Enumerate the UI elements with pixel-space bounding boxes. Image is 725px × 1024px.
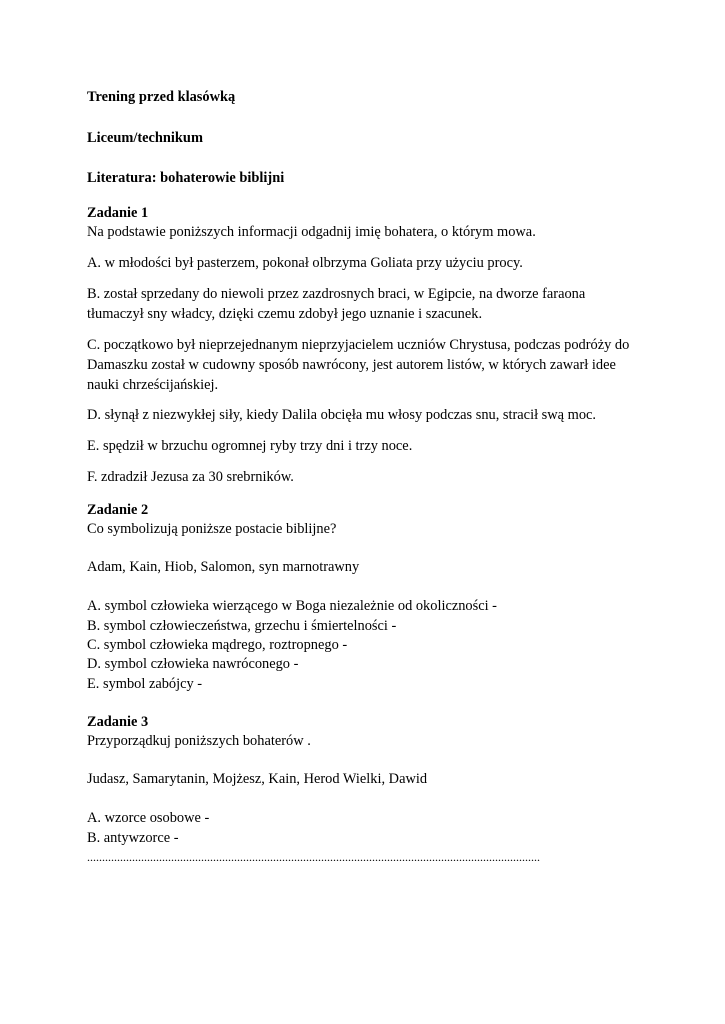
task-1-item-c-line-1: C. początkowo był nieprzejednanym nieprzyjacielem uczniów Chrystusa, podczas podróży do — [87, 337, 630, 353]
task-1-item-c-line-3: nauki chrześcijańskiej. — [87, 377, 219, 393]
document-subject: Literatura: bohaterowie biblijni — [87, 170, 285, 186]
task-2-heading: Zadanie 2 — [87, 502, 149, 518]
task-1-item-c-line-2: Damaszku został w cudowny sposób nawrócony, jest autorem listów, w których zawarł idee — [87, 357, 616, 373]
task-2-item-a: A. symbol człowieka wierzącego w Boga niezależnie od okoliczności - — [87, 598, 497, 614]
task-1-item-b-line-2: tłumaczył sny władcy, dzięki czemu zdobył jego uznanie i szacunek. — [87, 306, 483, 322]
task-3-instruction: Przyporządkuj poniższych bohaterów . — [87, 733, 311, 749]
task-2-item-d: D. symbol człowieka nawróconego - — [87, 656, 299, 672]
task-1-item-d: D. słynął z niezwykłej siły, kiedy Dalila obcięła mu włosy podczas snu, stracił swą moc. — [87, 407, 597, 423]
task-2-instruction: Co symbolizują poniższe postacie biblijne? — [87, 521, 337, 537]
task-1-item-b-line-1: B. został sprzedany do niewoli przez zazdrosnych braci, w Egipcie, na dworze faraona — [87, 286, 586, 302]
task-1-item-a: A. w młodości był pasterzem, pokonał olbrzyma Goliata przy użyciu procy. — [87, 255, 523, 271]
task-1-instruction: Na podstawie poniższych informacji odgadnij imię bohatera, o którym mowa. — [87, 224, 536, 240]
task-1-heading: Zadanie 1 — [87, 205, 149, 221]
task-3-heading: Zadanie 3 — [87, 714, 149, 730]
task-1-item-e: E. spędził w brzuchu ogromnej ryby trzy dni i trzy noce. — [87, 438, 413, 454]
task-1-item-f: F. zdradził Jezusa za 30 srebrników. — [87, 469, 294, 485]
answer-dotted-line: ....................................................................................................................................................... — [87, 850, 540, 864]
task-2-names: Adam, Kain, Hiob, Salomon, syn marnotrawny — [87, 559, 360, 575]
document-title: Trening przed klasówką — [87, 89, 236, 105]
task-2-item-c: C. symbol człowieka mądrego, roztropnego - — [87, 637, 348, 653]
task-3-item-b: B. antywzorce - — [87, 830, 179, 846]
task-3-names: Judasz, Samarytanin, Mojżesz, Kain, Herod Wielki, Dawid — [87, 771, 428, 787]
task-2-item-e: E. symbol zabójcy - — [87, 676, 203, 692]
task-2-item-b: B. symbol człowieczeństwa, grzechu i śmiertelności - — [87, 618, 397, 634]
document-level: Liceum/technikum — [87, 130, 203, 146]
task-3-item-a: A. wzorce osobowe - — [87, 810, 210, 826]
